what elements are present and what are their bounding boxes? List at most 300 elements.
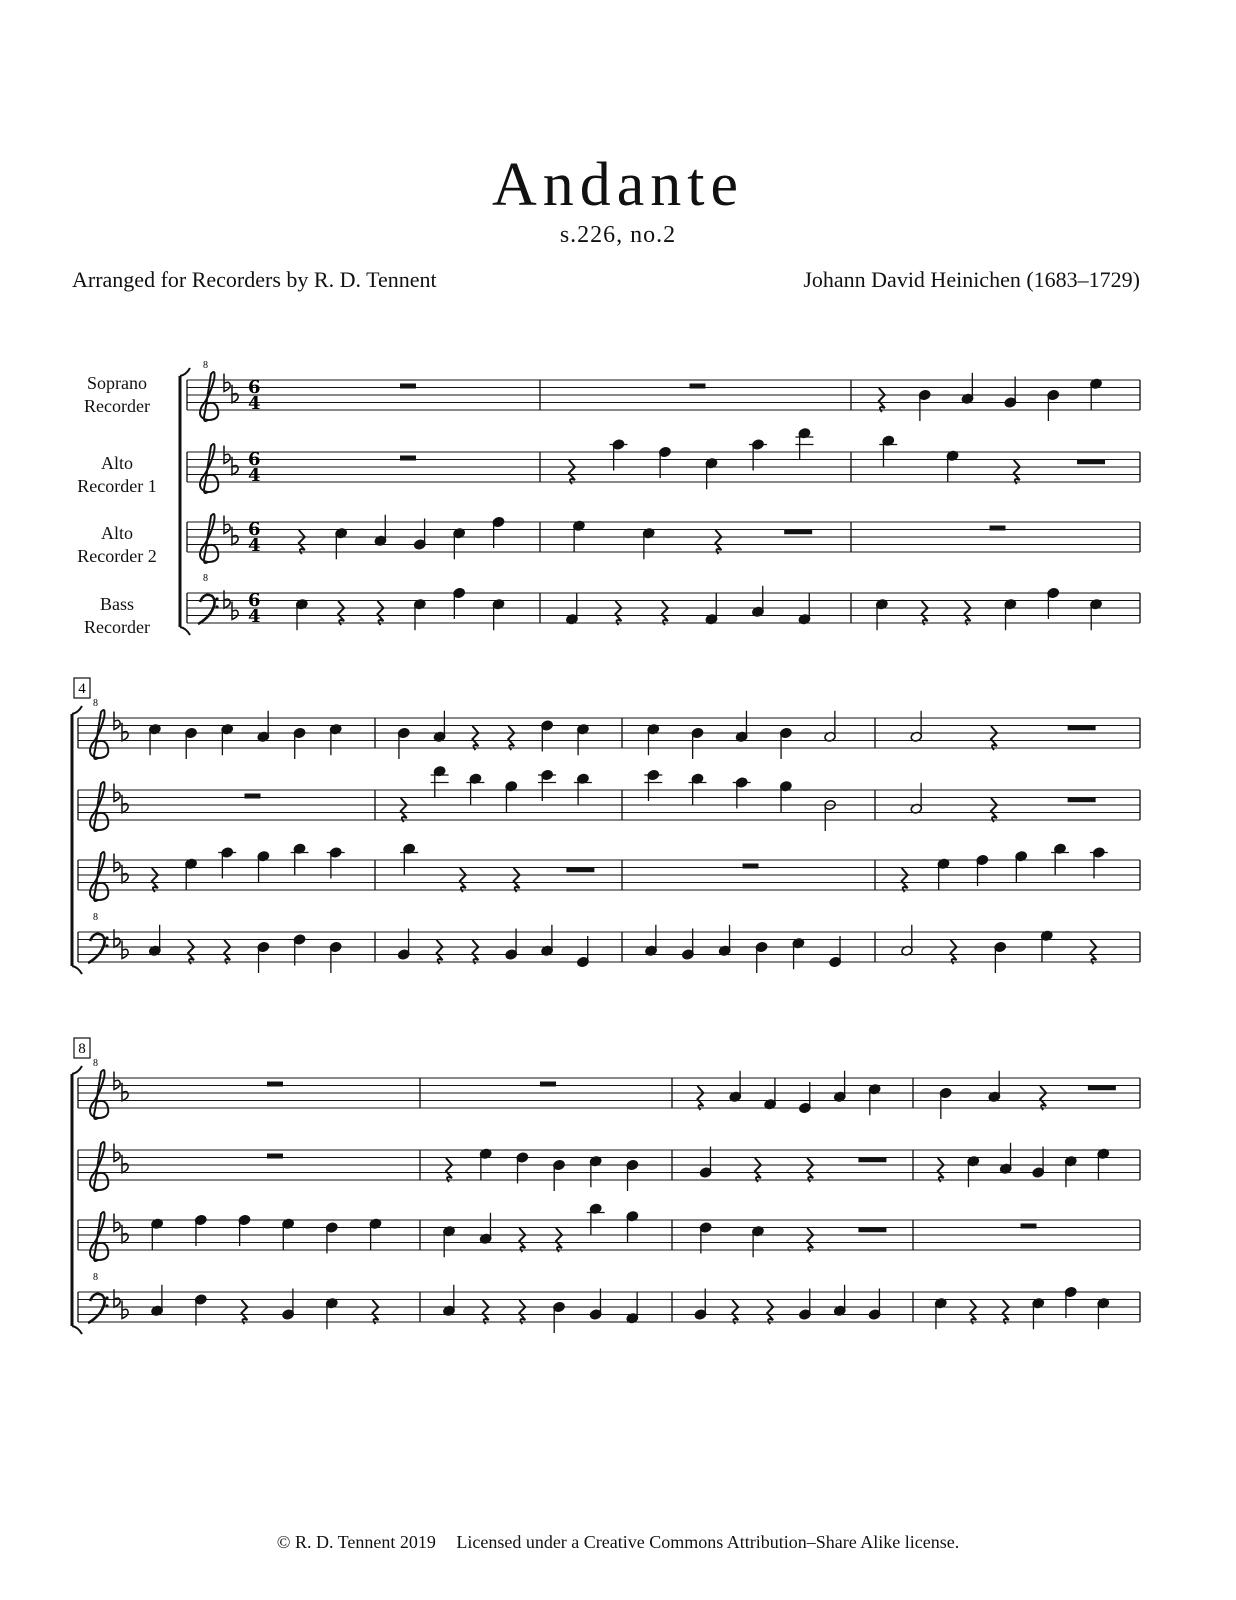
note bbox=[918, 389, 931, 421]
note bbox=[573, 520, 586, 552]
note bbox=[397, 727, 410, 759]
note bbox=[369, 1218, 382, 1250]
note bbox=[185, 858, 198, 890]
staff bbox=[187, 514, 1140, 563]
quarter-rest bbox=[1090, 940, 1096, 964]
quarter-rest bbox=[807, 1158, 813, 1182]
note bbox=[257, 851, 270, 883]
quarter-rest bbox=[922, 601, 928, 625]
rest bbox=[1068, 797, 1096, 802]
time-signature-top: 6 bbox=[248, 377, 261, 398]
time-signature-top: 6 bbox=[248, 449, 261, 470]
note bbox=[691, 727, 704, 759]
whole-rest bbox=[990, 526, 1006, 531]
rest bbox=[1040, 1086, 1046, 1110]
note bbox=[149, 925, 162, 957]
note bbox=[516, 1152, 529, 1184]
bass-clef-icon bbox=[88, 1294, 105, 1323]
note bbox=[834, 1071, 847, 1103]
octave-marker: 8 bbox=[93, 698, 98, 709]
note bbox=[400, 843, 418, 875]
rest bbox=[519, 1228, 525, 1252]
footer bbox=[0, 1532, 1236, 1553]
note bbox=[868, 1084, 881, 1116]
flat-icon bbox=[114, 1144, 120, 1162]
note bbox=[705, 458, 718, 490]
catalogue-number: s.226, no.2 bbox=[559, 222, 677, 248]
rest bbox=[519, 1300, 525, 1324]
bass-clef-icon bbox=[198, 595, 215, 624]
octave-marker: 8 bbox=[93, 1272, 98, 1283]
note bbox=[218, 847, 236, 879]
rest bbox=[755, 1158, 761, 1182]
license-notice: Licensed under a Creative Commons Attribution–Share Alike license. bbox=[456, 1532, 960, 1552]
quarter-rest bbox=[965, 601, 971, 625]
note bbox=[752, 586, 765, 618]
rest bbox=[1088, 1085, 1116, 1090]
quarter-rest bbox=[519, 1300, 525, 1324]
quarter-rest bbox=[188, 940, 194, 964]
whole-rest bbox=[743, 864, 759, 869]
quarter-rest bbox=[514, 868, 520, 892]
note bbox=[151, 1218, 164, 1250]
rest bbox=[483, 1300, 489, 1324]
note bbox=[453, 587, 466, 619]
quarter-rest bbox=[615, 601, 621, 625]
quarter-rest bbox=[715, 530, 721, 554]
treble-clef-icon bbox=[90, 710, 108, 759]
note bbox=[296, 599, 309, 631]
note bbox=[705, 593, 718, 625]
note bbox=[257, 941, 270, 973]
rest bbox=[951, 940, 957, 964]
note bbox=[453, 528, 466, 560]
half-rest bbox=[566, 867, 594, 872]
note bbox=[149, 724, 162, 756]
note bbox=[626, 1211, 639, 1243]
rest bbox=[1077, 459, 1105, 464]
quarter-rest bbox=[879, 388, 885, 412]
note bbox=[699, 1147, 712, 1179]
note bbox=[282, 1218, 295, 1250]
note bbox=[733, 777, 751, 809]
quarter-rest bbox=[483, 1300, 489, 1324]
quarter-rest bbox=[401, 798, 407, 822]
note bbox=[937, 858, 950, 890]
note bbox=[479, 1213, 492, 1245]
flat-icon bbox=[114, 784, 120, 802]
quarter-rest bbox=[1003, 1300, 1009, 1324]
music-system bbox=[180, 368, 190, 635]
quarter-rest bbox=[902, 868, 908, 892]
note bbox=[221, 724, 234, 756]
rest bbox=[965, 601, 971, 625]
note bbox=[1004, 377, 1017, 409]
quarter-rest bbox=[697, 1086, 703, 1110]
note bbox=[414, 519, 427, 551]
note bbox=[293, 934, 306, 966]
note bbox=[538, 769, 556, 801]
measure-number: 8 bbox=[78, 1041, 86, 1057]
note bbox=[1032, 1298, 1045, 1330]
time-signature-bottom: 4 bbox=[248, 393, 261, 414]
note bbox=[329, 724, 342, 756]
octave-marker: 8 bbox=[203, 573, 208, 584]
instrument-label-line: Alto bbox=[100, 453, 133, 473]
treble-clef-icon bbox=[90, 1070, 108, 1119]
flat-icon bbox=[232, 602, 238, 620]
rest bbox=[188, 940, 194, 964]
quarter-rest bbox=[991, 798, 997, 822]
note bbox=[566, 593, 579, 625]
note bbox=[433, 711, 446, 743]
rest bbox=[1014, 460, 1020, 484]
note bbox=[626, 1159, 639, 1191]
staff bbox=[78, 1212, 1140, 1261]
staff bbox=[78, 1058, 1140, 1119]
time-signature-bottom: 4 bbox=[248, 606, 261, 627]
note bbox=[718, 925, 731, 957]
quarter-rest bbox=[556, 1228, 562, 1252]
note bbox=[659, 446, 672, 478]
note bbox=[1047, 587, 1060, 619]
note bbox=[699, 1222, 712, 1254]
flat-icon bbox=[122, 1301, 128, 1319]
octave-marker: 8 bbox=[93, 1058, 98, 1069]
note bbox=[999, 1143, 1012, 1175]
rest bbox=[732, 1300, 738, 1324]
note bbox=[1047, 389, 1060, 421]
note bbox=[443, 1285, 456, 1317]
note bbox=[397, 929, 410, 961]
quarter-rest bbox=[970, 1300, 976, 1324]
note bbox=[541, 925, 554, 957]
rest bbox=[338, 601, 344, 625]
rest bbox=[615, 601, 621, 625]
note bbox=[577, 936, 590, 968]
treble-clef-icon bbox=[200, 514, 218, 563]
quarter-rest bbox=[372, 1300, 378, 1324]
half-rest bbox=[1088, 1085, 1116, 1090]
rest bbox=[807, 1158, 813, 1182]
whole-rest bbox=[245, 794, 261, 799]
bass-clef-dot bbox=[215, 597, 218, 600]
note bbox=[195, 1214, 208, 1246]
bass-clef-dot bbox=[105, 1304, 108, 1307]
rest bbox=[767, 1300, 773, 1324]
half-rest bbox=[1068, 797, 1096, 802]
quarter-rest bbox=[472, 726, 478, 750]
note bbox=[749, 439, 767, 471]
rest bbox=[508, 726, 514, 750]
quarter-rest bbox=[569, 460, 575, 484]
composer-credit: Johann David Heinichen (1683–1729) bbox=[803, 267, 1140, 292]
note bbox=[798, 593, 811, 625]
quarter-rest bbox=[519, 1228, 525, 1252]
note bbox=[553, 1159, 566, 1191]
note bbox=[185, 727, 198, 759]
time-signature-bottom: 4 bbox=[248, 535, 261, 556]
quarter-rest bbox=[951, 940, 957, 964]
half-rest bbox=[784, 529, 812, 534]
treble-clef-icon bbox=[90, 852, 108, 901]
note bbox=[1090, 378, 1103, 410]
note bbox=[326, 1298, 339, 1330]
flat-icon bbox=[114, 854, 120, 872]
rest bbox=[662, 601, 668, 625]
treble-clef-icon bbox=[90, 1212, 108, 1261]
note bbox=[466, 773, 484, 805]
time-signature-top: 6 bbox=[248, 519, 261, 540]
staff bbox=[78, 1272, 1140, 1323]
note bbox=[795, 428, 813, 460]
quarter-rest bbox=[338, 601, 344, 625]
music-system bbox=[72, 678, 90, 974]
note bbox=[824, 799, 837, 831]
note bbox=[1015, 851, 1028, 883]
rest bbox=[991, 798, 997, 822]
bass-clef-dot bbox=[105, 1296, 108, 1299]
rest bbox=[556, 1228, 562, 1252]
note bbox=[238, 1214, 251, 1246]
staff bbox=[78, 912, 1140, 963]
note bbox=[682, 929, 695, 961]
rest bbox=[697, 1086, 703, 1110]
note bbox=[988, 1071, 1001, 1103]
rest bbox=[1068, 725, 1096, 730]
note bbox=[327, 847, 345, 879]
note bbox=[645, 925, 658, 957]
rest bbox=[377, 601, 383, 625]
note bbox=[961, 373, 974, 405]
note bbox=[431, 766, 449, 798]
instrument-label-line: Soprano bbox=[87, 373, 147, 393]
note bbox=[868, 1289, 881, 1321]
rest bbox=[472, 726, 478, 750]
whole-rest bbox=[540, 1082, 556, 1087]
note bbox=[824, 711, 837, 743]
quarter-rest bbox=[299, 530, 305, 554]
rest bbox=[807, 1228, 813, 1252]
whole-rest bbox=[400, 456, 416, 461]
staff bbox=[187, 573, 1140, 627]
quarter-rest bbox=[437, 940, 443, 964]
treble-clef-icon bbox=[90, 1142, 108, 1191]
note bbox=[939, 1087, 952, 1119]
note bbox=[792, 938, 805, 970]
rest bbox=[224, 940, 230, 964]
quarter-rest bbox=[662, 601, 668, 625]
note bbox=[994, 941, 1007, 973]
time-signature-top: 6 bbox=[248, 590, 261, 611]
rest bbox=[1090, 940, 1096, 964]
note bbox=[876, 599, 889, 631]
staff bbox=[78, 782, 1140, 831]
flat-icon bbox=[122, 941, 128, 959]
whole-rest bbox=[267, 1082, 283, 1087]
rest bbox=[991, 726, 997, 750]
note bbox=[764, 1078, 777, 1110]
note bbox=[694, 1289, 707, 1321]
note bbox=[1064, 1286, 1077, 1318]
note bbox=[1041, 930, 1054, 962]
flat-icon bbox=[224, 446, 230, 464]
rest bbox=[437, 940, 443, 964]
rest bbox=[401, 798, 407, 822]
note bbox=[910, 711, 923, 743]
quarter-rest bbox=[991, 726, 997, 750]
note bbox=[910, 783, 923, 815]
note bbox=[946, 450, 959, 482]
note bbox=[574, 773, 592, 805]
bass-clef-icon bbox=[88, 934, 105, 963]
half-rest bbox=[1068, 725, 1096, 730]
music-system bbox=[72, 1038, 90, 1334]
flat-icon bbox=[114, 712, 120, 730]
instrument-label-line: Recorder 1 bbox=[77, 476, 157, 496]
staff bbox=[78, 1142, 1140, 1191]
note bbox=[541, 720, 554, 752]
quarter-rest bbox=[755, 1158, 761, 1182]
rest bbox=[715, 530, 721, 554]
quarter-rest bbox=[241, 1300, 247, 1324]
note bbox=[589, 1289, 602, 1321]
octave-marker: 8 bbox=[203, 360, 208, 371]
staff bbox=[78, 698, 1140, 759]
note bbox=[752, 1226, 765, 1258]
rest bbox=[1003, 1300, 1009, 1324]
note bbox=[335, 528, 348, 560]
quarter-rest bbox=[767, 1300, 773, 1324]
instrument-label-line: Recorder bbox=[84, 396, 150, 416]
rest bbox=[902, 868, 908, 892]
instrument-label-line: Alto bbox=[100, 523, 133, 543]
note bbox=[505, 929, 518, 961]
treble-clef-icon bbox=[90, 782, 108, 831]
rest bbox=[569, 460, 575, 484]
note bbox=[492, 516, 505, 548]
rest bbox=[152, 868, 158, 892]
note bbox=[967, 1156, 980, 1188]
note bbox=[1097, 1298, 1110, 1330]
treble-clef-icon bbox=[200, 372, 218, 421]
rest bbox=[938, 1158, 944, 1182]
quarter-rest bbox=[224, 940, 230, 964]
note bbox=[780, 781, 793, 813]
note bbox=[553, 1301, 566, 1333]
flat-icon bbox=[224, 516, 230, 534]
note bbox=[589, 1156, 602, 1188]
staff bbox=[187, 360, 1140, 421]
note bbox=[587, 1203, 605, 1235]
note bbox=[577, 724, 590, 756]
note bbox=[443, 1226, 456, 1258]
note bbox=[414, 599, 427, 631]
rest bbox=[372, 1300, 378, 1324]
arranger-credit: Arranged for Recorders by R. D. Tennent bbox=[72, 267, 437, 292]
quarter-rest bbox=[807, 1228, 813, 1252]
note bbox=[934, 1298, 947, 1330]
piece-title: Andante bbox=[491, 151, 745, 219]
rest bbox=[566, 867, 594, 872]
measure-number: 4 bbox=[78, 681, 86, 697]
treble-clef-icon bbox=[200, 444, 218, 493]
note bbox=[626, 1292, 639, 1324]
note bbox=[647, 724, 660, 756]
note bbox=[293, 727, 306, 759]
time-signature-bottom: 4 bbox=[248, 465, 261, 486]
rest bbox=[858, 1227, 886, 1232]
note bbox=[329, 941, 342, 973]
note bbox=[780, 727, 793, 759]
half-rest bbox=[1077, 459, 1105, 464]
note bbox=[505, 781, 518, 813]
flat-icon bbox=[224, 374, 230, 392]
half-rest bbox=[858, 1157, 886, 1162]
note bbox=[492, 599, 505, 631]
rest bbox=[784, 529, 812, 534]
quarter-rest bbox=[460, 868, 466, 892]
rest bbox=[879, 388, 885, 412]
quarter-rest bbox=[732, 1300, 738, 1324]
whole-rest bbox=[690, 384, 706, 389]
note bbox=[374, 515, 387, 547]
rest bbox=[446, 1158, 452, 1182]
note bbox=[1004, 599, 1017, 631]
note bbox=[755, 941, 768, 973]
flat-icon bbox=[114, 1214, 120, 1232]
whole-rest bbox=[1021, 1224, 1037, 1229]
quarter-rest bbox=[1014, 460, 1020, 484]
half-rest bbox=[858, 1227, 886, 1232]
note bbox=[834, 1285, 847, 1317]
note bbox=[257, 711, 270, 743]
quarter-rest bbox=[1040, 1086, 1046, 1110]
instrument-label-line: Recorder 2 bbox=[77, 546, 157, 566]
rest bbox=[514, 868, 520, 892]
instrument-label-line: Bass bbox=[99, 594, 134, 614]
flat-icon bbox=[114, 1072, 120, 1090]
quarter-rest bbox=[938, 1158, 944, 1182]
note bbox=[901, 925, 914, 957]
octave-marker: 8 bbox=[93, 912, 98, 923]
note bbox=[1090, 847, 1108, 879]
note bbox=[688, 773, 706, 805]
note bbox=[1090, 599, 1103, 631]
copyright-notice: © R. D. Tennent 2019 bbox=[276, 1532, 436, 1552]
note bbox=[879, 435, 897, 467]
rest bbox=[970, 1300, 976, 1324]
quarter-rest bbox=[377, 601, 383, 625]
bass-clef-dot bbox=[105, 936, 108, 939]
quarter-rest bbox=[472, 940, 478, 964]
rest bbox=[472, 940, 478, 964]
note bbox=[642, 528, 655, 560]
rest bbox=[858, 1157, 886, 1162]
quarter-rest bbox=[508, 726, 514, 750]
note bbox=[195, 1294, 208, 1326]
bass-clef-dot bbox=[215, 605, 218, 608]
note bbox=[282, 1289, 295, 1321]
note bbox=[1097, 1148, 1110, 1180]
note bbox=[976, 854, 989, 886]
note bbox=[479, 1148, 492, 1180]
whole-rest bbox=[267, 1154, 283, 1159]
note bbox=[799, 1289, 812, 1321]
rest bbox=[299, 530, 305, 554]
quarter-rest bbox=[446, 1158, 452, 1182]
note bbox=[1051, 843, 1069, 875]
